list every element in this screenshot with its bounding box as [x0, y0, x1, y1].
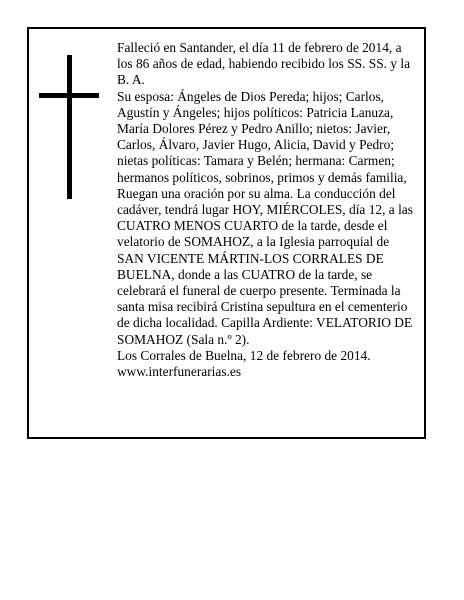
- death-announcement: Falleció en Santander, el día 11 de febrero de 2014, a los 86 años de edad, habiendo recibido los SS. SS. y la B. A.: [117, 40, 411, 88]
- cross-vertical-bar: [67, 55, 72, 199]
- place-and-date: Los Corrales de Buelna, 12 de febrero de 2014.: [117, 347, 371, 363]
- cross-icon: [39, 55, 99, 199]
- cross-horizontal-bar: [39, 93, 99, 98]
- website-text: www.interfunerarias.es: [117, 364, 242, 380]
- family-and-funeral-details: Su esposa: Ángeles de Dios Pereda; hijos; Carlos, Agustín y Ángeles; hijos políticos: Patricia Lanuza, María Dolores Pérez y Pedro Anillo; nietos: Javier, Carlos, Álvaro, Javier Hugo, Alicia, David y Pedro; nietas políticas: Tamara y Belén; hermana: Carmen; hermanos políticos, sobrinos, primos y demás familia, Ruegan una oración por su alma. La conducción del cadáver, tendrá lugar HOY, MIÉRCOLES, día 12, a las CUATRO MENOS CUARTO de la tarde, desde el velatorio de SOMAHOZ, a la Iglesia parroquial de SAN VICENTE MÁRTIN-LOS CORRALES DE BUELNA, donde a las CUATRO de la tarde, se celebrará el funeral de cuerpo presente. Terminada la santa misa recibirá Cristina sepultura en el cementerio de dicha localidad. Capilla Ardiente: VELATORIO DE SOMAHOZ (Sala n.º 2).: [117, 88, 413, 347]
- obituary-notice-frame: [27, 27, 426, 439]
- obituary-text: [117, 40, 417, 380]
